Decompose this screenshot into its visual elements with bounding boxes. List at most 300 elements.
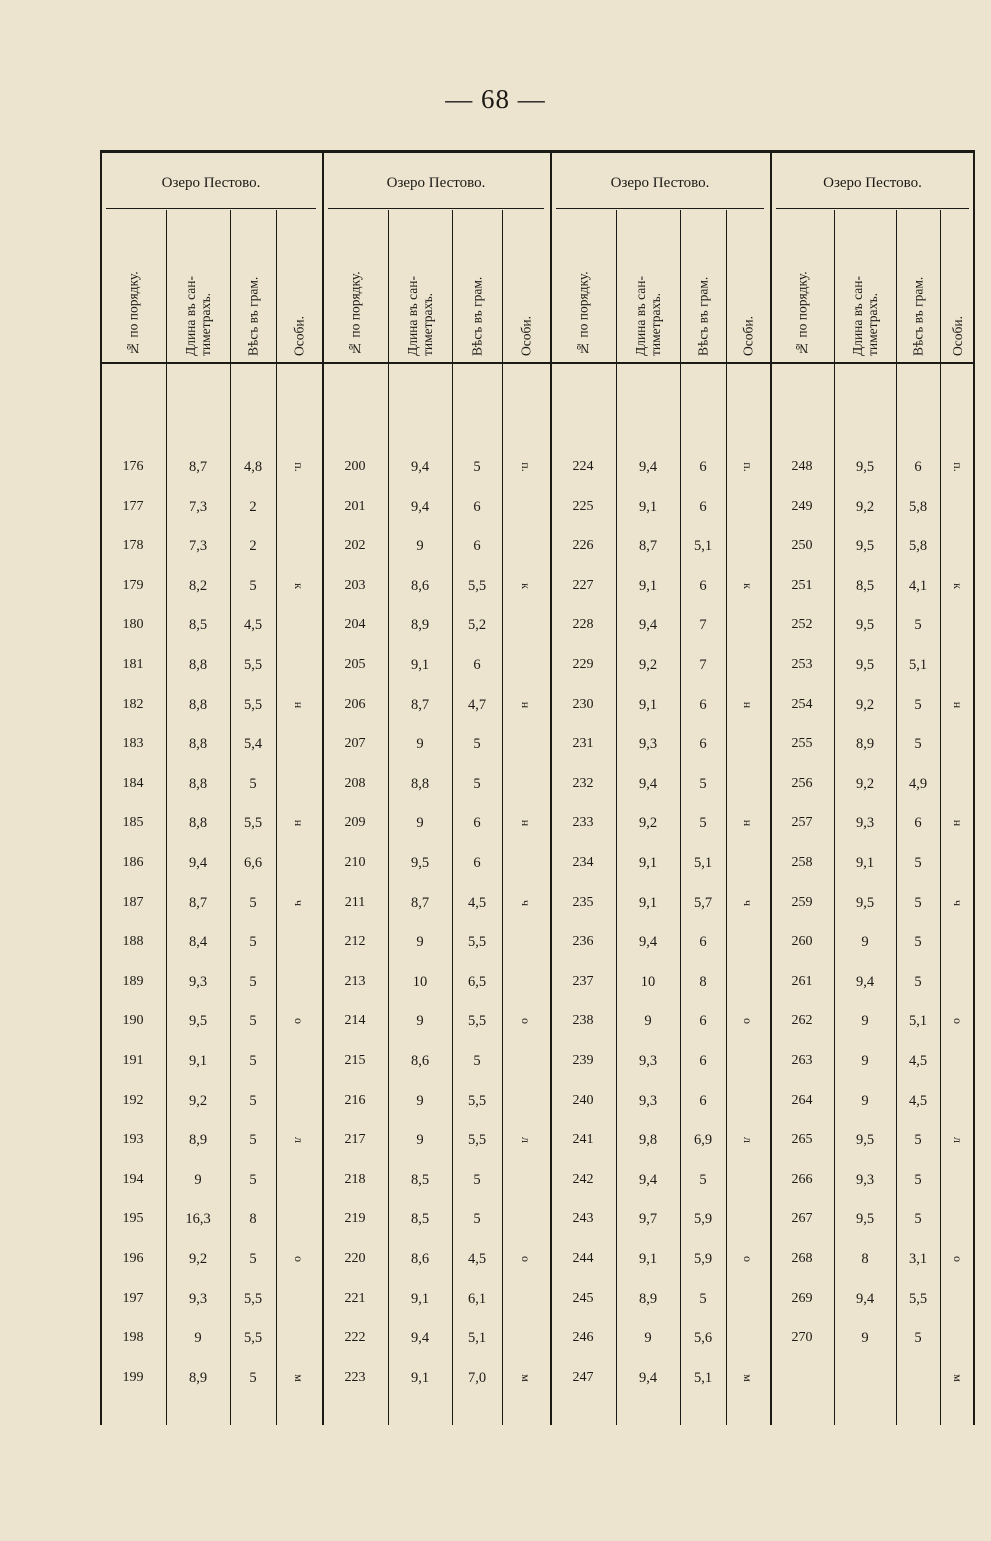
column-header-length: Длина въ сан- тиметрахъ.	[183, 275, 213, 356]
row-number: 197	[122, 1290, 144, 1306]
length-value: 9,2	[188, 1251, 208, 1267]
row-number: 198	[122, 1330, 144, 1346]
row-number: 259	[791, 894, 813, 910]
length-value: 9,4	[638, 1369, 658, 1386]
length-value: 8,9	[188, 1132, 208, 1149]
row-number: 209	[344, 815, 366, 831]
row-number: 253	[791, 657, 813, 672]
weight-value: 5	[473, 736, 481, 753]
feature-letter: н	[741, 820, 755, 827]
length-value: 9	[416, 1013, 424, 1030]
row-number: 239	[572, 1053, 594, 1068]
length-value: 9,1	[638, 498, 658, 515]
weight-value: 5	[249, 577, 257, 594]
length-value: 8,8	[188, 815, 208, 832]
feature-letter: н	[519, 701, 533, 708]
length-value: 9,2	[188, 1092, 208, 1109]
length-value: 10	[640, 973, 656, 990]
weight-value: 5	[473, 1053, 481, 1069]
length-value: 9,5	[855, 657, 875, 673]
length-value: 9	[416, 736, 424, 753]
length-value: 9,1	[410, 1369, 430, 1386]
row-number: 188	[122, 934, 144, 950]
feature-letter: н	[292, 701, 306, 708]
row-number: 247	[572, 1369, 594, 1385]
column-header-weight: Вѣсъ въ грам.	[245, 276, 261, 356]
length-value: 9,4	[855, 1290, 875, 1307]
weight-value: 5,5	[467, 1013, 487, 1030]
row-number: 257	[791, 815, 813, 831]
row-number: 251	[791, 577, 813, 593]
feature-letter: ч	[950, 899, 965, 906]
length-value: 8,7	[638, 538, 658, 555]
row-number: 224	[572, 459, 594, 474]
row-number: 241	[572, 1132, 594, 1148]
weight-value: 5,5	[243, 657, 263, 673]
row-number: 221	[344, 1290, 366, 1306]
feature-letter: ч	[292, 899, 306, 906]
weight-value: 5	[914, 617, 922, 634]
row-number: 202	[344, 538, 366, 554]
column-header-feature: Особи.	[740, 316, 756, 356]
weight-value: 5	[249, 1013, 257, 1030]
weight-value: 5,9	[693, 1251, 713, 1267]
length-value: 9,1	[855, 855, 875, 871]
weight-value: 5	[249, 934, 257, 951]
length-value: 9,4	[638, 775, 658, 792]
weight-value: 5,8	[908, 498, 928, 515]
column-rule	[502, 210, 503, 1425]
length-value: 9	[416, 934, 424, 951]
weight-value: 5	[914, 1211, 922, 1228]
length-value: 9,5	[188, 1013, 208, 1030]
length-value: 8,5	[855, 577, 875, 594]
length-value: 8,5	[410, 1171, 430, 1188]
row-number: 264	[791, 1092, 813, 1108]
length-value: 9,8	[638, 1132, 658, 1149]
length-value: 9,3	[855, 815, 875, 832]
length-value: 9,3	[188, 973, 208, 990]
weight-value: 5	[249, 1132, 257, 1149]
length-value: 9,1	[638, 894, 658, 911]
length-value: 9,2	[638, 657, 658, 673]
row-number: 269	[791, 1290, 813, 1306]
length-value: 9	[861, 934, 869, 951]
row-number: 196	[122, 1251, 144, 1266]
row-number: 200	[344, 459, 366, 474]
row-number: 199	[122, 1369, 144, 1385]
length-value: 9	[194, 1330, 202, 1347]
weight-value: 4,5	[467, 894, 487, 911]
row-number: 181	[122, 657, 144, 672]
title-underline	[328, 208, 544, 209]
row-number: 215	[344, 1053, 366, 1068]
length-value: 9	[416, 815, 424, 832]
weight-value: 6,9	[693, 1132, 713, 1149]
feature-letter: н	[292, 820, 306, 827]
right-border	[973, 150, 975, 1425]
row-number: 214	[344, 1013, 366, 1029]
row-number: 186	[122, 855, 144, 870]
weight-value: 5,1	[908, 1013, 928, 1030]
weight-value: 5	[249, 1369, 257, 1386]
length-value: 9	[194, 1171, 202, 1188]
column-header-length: Длина въ сан- тиметрахъ.	[405, 275, 435, 356]
weight-value: 4,1	[908, 577, 928, 594]
column-header-number: № по порядку.	[125, 271, 141, 356]
weight-value: 7,0	[467, 1369, 487, 1386]
column-header-weight: Вѣсъ въ грам.	[910, 276, 926, 356]
top-rule	[100, 150, 975, 153]
length-value: 8,6	[410, 1053, 430, 1069]
row-number: 244	[572, 1251, 594, 1266]
feature-letter: м	[741, 1374, 755, 1382]
length-value: 9	[861, 1330, 869, 1347]
row-number: 211	[344, 894, 366, 910]
row-number: 236	[572, 934, 594, 950]
row-number: 176	[122, 459, 144, 474]
row-number: 216	[344, 1092, 366, 1108]
length-value: 9,7	[638, 1211, 658, 1228]
length-value: 9,5	[855, 894, 875, 911]
weight-value: 5,5	[243, 815, 263, 832]
row-number: 237	[572, 973, 594, 989]
row-number: 260	[791, 934, 813, 950]
length-value: 8,7	[410, 696, 430, 713]
feature-letter: о	[292, 1256, 306, 1262]
row-number: 226	[572, 538, 594, 554]
weight-value: 4,5	[908, 1053, 928, 1069]
weight-value: 6	[699, 1013, 707, 1030]
row-number: 270	[791, 1330, 813, 1346]
length-value: 8,4	[188, 934, 208, 951]
row-number: 238	[572, 1013, 594, 1029]
feature-letter: л	[519, 1137, 533, 1144]
row-number: 187	[122, 894, 144, 910]
weight-value: 5,5	[467, 577, 487, 594]
group-title: Озеро Пестово.	[386, 175, 486, 191]
length-value: 9	[416, 1132, 424, 1149]
column-header-length: Длина въ сан- тиметрахъ.	[850, 275, 880, 356]
length-value: 9,1	[638, 1251, 658, 1267]
row-number: 192	[122, 1092, 144, 1108]
length-value: 8,5	[410, 1211, 430, 1228]
group-title: Озеро Пестово.	[610, 175, 710, 191]
column-header-feature: Особи.	[518, 316, 534, 356]
length-value: 9	[416, 538, 424, 555]
row-number: 229	[572, 657, 594, 672]
row-number: 261	[791, 973, 813, 989]
weight-value: 5	[473, 775, 481, 792]
weight-value: 5,5	[467, 934, 487, 951]
weight-value: 5	[249, 1251, 257, 1267]
header-rule	[100, 362, 975, 364]
weight-value: 6	[699, 577, 707, 594]
column-header-number: № по порядку.	[575, 271, 591, 356]
feature-letter: н	[519, 820, 533, 827]
weight-value: 6	[699, 696, 707, 713]
length-value: 9,1	[188, 1053, 208, 1069]
row-number: 248	[791, 459, 813, 474]
length-value: 9,4	[188, 855, 208, 871]
length-value: 9,1	[638, 696, 658, 713]
row-number: 178	[122, 538, 144, 554]
length-value: 9,4	[410, 498, 430, 515]
length-value: 10	[412, 973, 428, 990]
row-number: 212	[344, 934, 366, 950]
feature-letter: к	[292, 582, 306, 589]
row-number: 180	[122, 617, 144, 633]
feature-letter: о	[950, 1256, 965, 1262]
row-number: 177	[122, 498, 144, 514]
row-number: 205	[344, 657, 366, 672]
weight-value: 5	[473, 1211, 481, 1228]
row-number: 233	[572, 815, 594, 831]
weight-value: 4,5	[243, 617, 263, 634]
length-value: 7,3	[188, 538, 208, 555]
weight-value: 5	[473, 459, 481, 475]
weight-value: 5,5	[467, 1092, 487, 1109]
column-header-number: № по порядку.	[347, 271, 363, 356]
weight-value: 6	[473, 855, 481, 871]
row-number: 252	[791, 617, 813, 633]
feature-letter: о	[292, 1018, 306, 1025]
weight-value: 5	[249, 1053, 257, 1069]
row-number: 184	[122, 775, 144, 791]
row-number: 263	[791, 1053, 813, 1068]
weight-value: 5,5	[908, 1290, 928, 1307]
feature-letter: м	[292, 1374, 306, 1382]
row-number: 245	[572, 1290, 594, 1306]
row-number: 246	[572, 1330, 594, 1346]
row-number: 267	[791, 1211, 813, 1227]
weight-value: 5,1	[467, 1330, 487, 1347]
weight-value: 5	[699, 1171, 707, 1188]
weight-value: 6	[473, 657, 481, 673]
length-value: 9	[861, 1092, 869, 1109]
row-number: 191	[122, 1053, 144, 1068]
weight-value: 5,9	[693, 1211, 713, 1228]
row-number: 189	[122, 973, 144, 989]
feature-letter: л	[950, 1137, 965, 1144]
row-number: 255	[791, 736, 813, 752]
weight-value: 5,6	[693, 1330, 713, 1347]
row-number: 265	[791, 1132, 813, 1148]
row-number: 234	[572, 855, 594, 870]
length-value: 9,3	[638, 736, 658, 753]
length-value: 16,3	[185, 1211, 211, 1228]
weight-value: 5,1	[693, 538, 713, 555]
row-number: 179	[122, 577, 144, 593]
weight-value: 2	[249, 498, 257, 515]
weight-value: 6	[699, 1053, 707, 1069]
length-value: 9,4	[638, 934, 658, 951]
feature-letter: л	[292, 1137, 306, 1144]
row-number: 217	[344, 1132, 366, 1148]
title-underline	[106, 208, 316, 209]
weight-value: 5,1	[693, 1369, 713, 1386]
length-value: 8,8	[188, 775, 208, 792]
row-number: 190	[122, 1013, 144, 1029]
row-number: 250	[791, 538, 813, 554]
row-number: 249	[791, 498, 813, 514]
weight-value: 6	[699, 498, 707, 515]
row-number: 220	[344, 1251, 366, 1266]
weight-value: 6	[699, 1092, 707, 1109]
weight-value: 5,2	[467, 617, 487, 634]
feature-letter: п.	[741, 462, 755, 472]
column-header-number: № по порядку.	[794, 271, 810, 356]
length-value: 9,5	[855, 538, 875, 555]
feature-letter: к	[741, 582, 755, 589]
length-value: 9,4	[410, 1330, 430, 1347]
length-value: 9,1	[638, 577, 658, 594]
weight-value: 3,1	[908, 1251, 928, 1267]
title-underline	[776, 208, 969, 209]
row-number: 204	[344, 617, 366, 633]
column-header-feature: Особи.	[950, 316, 965, 356]
feature-letter: ч	[519, 899, 533, 906]
feature-letter: п.	[292, 462, 306, 472]
length-value: 9,1	[410, 657, 430, 673]
column-rule	[726, 210, 727, 1425]
length-value: 9,3	[188, 1290, 208, 1307]
weight-value: 5	[249, 775, 257, 792]
length-value: 9,5	[855, 617, 875, 634]
row-number: 227	[572, 577, 594, 593]
weight-value: 6	[699, 934, 707, 951]
row-number: 207	[344, 736, 366, 752]
length-value: 9,2	[855, 775, 875, 792]
weight-value: 6,5	[467, 973, 487, 990]
weight-value: 5	[914, 934, 922, 951]
weight-value: 5	[914, 1330, 922, 1347]
row-number: 231	[572, 736, 594, 752]
row-number: 213	[344, 973, 366, 989]
row-number: 185	[122, 815, 144, 831]
row-number: 183	[122, 736, 144, 752]
weight-value: 6	[699, 736, 707, 753]
length-value: 9,4	[638, 617, 658, 634]
weight-value: 5,5	[467, 1132, 487, 1149]
row-number: 222	[344, 1330, 366, 1346]
length-value: 9	[644, 1330, 652, 1347]
weight-value: 5,4	[243, 736, 263, 753]
length-value: 9,3	[855, 1171, 875, 1188]
length-value: 8,8	[410, 775, 430, 792]
length-value: 8,6	[410, 1251, 430, 1267]
row-number: 228	[572, 617, 594, 633]
length-value: 9,1	[638, 855, 658, 871]
column-rule	[276, 210, 277, 1425]
length-value: 9	[861, 1013, 869, 1030]
row-number: 208	[344, 775, 366, 791]
column-header-feature: Особи.	[291, 316, 307, 356]
weight-value: 5,5	[243, 696, 263, 713]
feature-letter: м	[950, 1374, 965, 1382]
feature-letter: о	[741, 1256, 755, 1262]
feature-letter: п.	[950, 462, 965, 472]
length-value: 8,9	[638, 1290, 658, 1307]
row-number: 262	[791, 1013, 813, 1029]
length-value: 8,7	[410, 894, 430, 911]
weight-value: 5	[914, 1132, 922, 1149]
feature-letter: ч	[741, 899, 755, 906]
length-value: 8,9	[188, 1369, 208, 1386]
weight-value: 5	[249, 973, 257, 990]
length-value: 9,4	[410, 459, 430, 475]
length-value: 9,5	[855, 459, 875, 475]
weight-value: 6	[473, 538, 481, 555]
row-number: 266	[791, 1171, 813, 1187]
row-number: 258	[791, 855, 813, 870]
length-value: 9,4	[855, 973, 875, 990]
length-value: 9,4	[638, 1171, 658, 1188]
weight-value: 2	[249, 538, 257, 555]
length-value: 8,9	[410, 617, 430, 634]
weight-value: 6	[699, 459, 707, 475]
length-value: 9,3	[638, 1092, 658, 1109]
row-number: 235	[572, 894, 594, 910]
feature-letter: о	[519, 1256, 533, 1262]
row-number: 256	[791, 775, 813, 791]
weight-value: 5	[914, 736, 922, 753]
weight-value: 8	[249, 1211, 257, 1228]
row-number: 193	[122, 1132, 144, 1148]
feature-letter: о	[741, 1018, 755, 1025]
weight-value: 5	[699, 815, 707, 832]
length-value: 8,7	[188, 459, 208, 475]
page-number: — 68 —	[445, 84, 546, 114]
row-number: 254	[791, 696, 813, 712]
data-table	[100, 150, 975, 1420]
feature-letter: о	[950, 1018, 965, 1025]
feature-letter: м	[519, 1374, 533, 1382]
length-value: 8,5	[188, 617, 208, 634]
length-value: 8,6	[410, 577, 430, 594]
weight-value: 5	[699, 1290, 707, 1307]
row-number: 194	[122, 1171, 144, 1187]
row-number: 268	[791, 1251, 813, 1266]
weight-value: 6	[473, 815, 481, 832]
row-number: 218	[344, 1171, 366, 1187]
row-number: 232	[572, 775, 594, 791]
weight-value: 4,5	[908, 1092, 928, 1109]
weight-value: 7	[699, 617, 707, 634]
row-number: 242	[572, 1171, 594, 1187]
weight-value: 5	[914, 1171, 922, 1188]
feature-letter: н	[741, 701, 755, 708]
length-value: 9,5	[855, 1132, 875, 1149]
weight-value: 5,7	[693, 894, 713, 911]
weight-value: 5	[914, 696, 922, 713]
weight-value: 5	[699, 775, 707, 792]
length-value: 9,2	[855, 696, 875, 713]
weight-value: 6,6	[243, 855, 263, 871]
weight-value: 5,1	[908, 657, 928, 673]
title-underline	[556, 208, 764, 209]
feature-letter: л	[741, 1137, 755, 1144]
row-number: 210	[344, 855, 366, 870]
length-value: 8,8	[188, 696, 208, 713]
weight-value: 5	[914, 894, 922, 911]
length-value: 7,3	[188, 498, 208, 515]
column-header-weight: Вѣсъ въ грам.	[469, 276, 485, 356]
row-number: 230	[572, 696, 594, 712]
weight-value: 6	[473, 498, 481, 515]
feature-letter: к	[519, 582, 533, 589]
weight-value: 7	[699, 657, 707, 673]
